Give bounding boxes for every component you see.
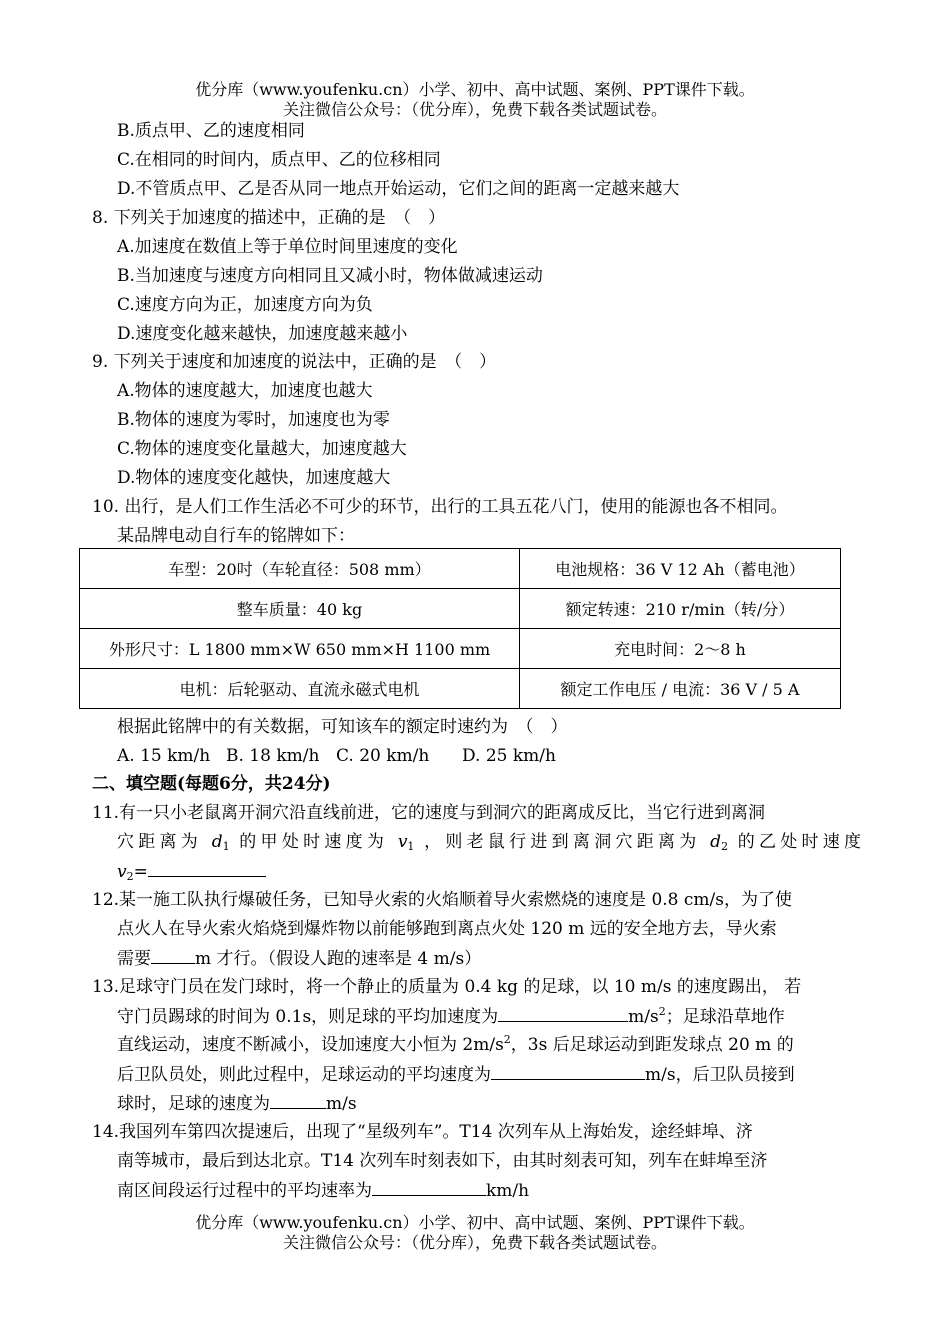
q14-text: 南区间段运行过程中的平均速率为	[117, 1181, 372, 1201]
q8-option-c: C.速度方向为正，加速度方向为负	[117, 295, 373, 315]
q14-line-3	[117, 1177, 529, 1204]
q9-option-a: A.物体的速度越大，加速度也越大	[117, 381, 373, 401]
answer-blank[interactable]	[498, 1003, 628, 1022]
table-cell: 额定转速：210 r/min（转/分）	[520, 589, 841, 629]
q10-option-a: A. 15 km/h	[117, 746, 211, 766]
q13-line-1: 13.足球守门员在发门球时，将一个静止的质量为 0.4 kg 的足球，以 10 m/s 的速度踢出， 若	[92, 977, 802, 997]
answer-blank[interactable]	[491, 1061, 645, 1080]
superscript: 2	[503, 1033, 511, 1046]
q13-text: 后卫队员处，则此过程中，足球运动的平均速度为	[117, 1065, 491, 1085]
q10-stem-line-2: 某品牌电动自行车的铭牌如下：	[117, 526, 355, 546]
q14-line-1: 14.我国列车第四次提速后，出现了“星级列车”。T14 次列车从上海始发，途经蚌埠、济	[92, 1122, 753, 1142]
q7-option-b: B.质点甲、乙的速度相同	[117, 121, 305, 141]
table-cell: 电池规格：36 V 12 Ah（蓄电池）	[520, 549, 841, 589]
q13-text: ，3s 后足球运动到距发球点 20 m 的	[510, 1035, 794, 1055]
section-2-title: 二、填空题(每题6分，共24分)	[92, 774, 331, 794]
table-row	[80, 629, 841, 669]
q10-option-d: D. 25 km/h	[462, 746, 556, 766]
q12-text: 需要	[117, 949, 151, 969]
q13-text: m/s	[326, 1094, 357, 1114]
answer-blank[interactable]	[148, 858, 266, 877]
q13-text: ；足球沿草地作	[665, 1007, 785, 1027]
q13-line-5	[117, 1090, 357, 1117]
q10-question: 根据此铭牌中的有关数据，可知该车的额定时速约为 （ ）	[117, 717, 568, 737]
q9-option-d: D.物体的速度变化越快，加速度越大	[117, 468, 391, 488]
q8-option-d: D.速度变化越来越快，加速度越来越小	[117, 324, 408, 344]
table-cell: 整车质量：40 kg	[80, 589, 520, 629]
answer-blank[interactable]	[151, 945, 195, 964]
q12-text: m 才行。（假设人跑的速率是 4 m/s）	[195, 949, 482, 969]
table-cell: 充电时间：2～8 h	[520, 629, 841, 669]
q9-option-c: C.物体的速度变化量越大，加速度越大	[117, 439, 407, 459]
q12-line-2: 点火人在导火索火焰烧到爆炸物以前能够跑到离点火处 120 m 远的安全地方去，导火索	[117, 919, 777, 939]
table-cell: 外形尺寸：L 1800 mm×W 650 mm×H 1100 mm	[80, 629, 520, 669]
var-v: v	[117, 862, 127, 882]
var-d: d	[710, 832, 722, 852]
q11-text: 的乙处时速度	[737, 832, 862, 852]
table-row	[80, 589, 841, 629]
table-row	[80, 549, 841, 589]
var-d: d	[211, 832, 223, 852]
q11-text: =	[133, 862, 148, 882]
q12-line-3	[117, 945, 481, 972]
table-row	[80, 669, 841, 709]
header-line-1: 优分库（www.youfenku.cn）小学、初中、高中试题、案例、PPT课件下载。	[195, 80, 755, 99]
q8-option-a: A.加速度在数值上等于单位时间里速度的变化	[117, 237, 458, 257]
q13-text: m/s	[628, 1007, 659, 1027]
subscript: 1	[222, 840, 230, 853]
q8-stem: 8. 下列关于加速度的描述中，正确的是 （ ）	[92, 208, 446, 228]
answer-blank[interactable]	[372, 1177, 486, 1196]
q14-text: km/h	[486, 1181, 530, 1201]
subscript: 1	[407, 840, 415, 853]
table-cell: 电机：后轮驱动、直流永磁式电机	[80, 669, 520, 709]
header-line-2: 关注微信公众号：（优分库），免费下载各类试题试卷。	[282, 100, 667, 119]
footer-line-1: 优分库（www.youfenku.cn）小学、初中、高中试题、案例、PPT课件下载。	[195, 1213, 755, 1232]
q11-text: 的甲处时速度为	[239, 832, 389, 852]
q11-text: ，则老鼠行进到离洞穴距离为	[424, 832, 701, 852]
q11-line-3	[117, 858, 266, 885]
q10-option-c: C. 20 km/h	[336, 746, 430, 766]
q11-line-1: 11.有一只小老鼠离开洞穴沿直线前进，它的速度与到洞穴的距离成反比，当它行进到离洞	[92, 803, 766, 823]
table-cell: 额定工作电压 / 电流：36 V / 5 A	[520, 669, 841, 709]
q13-text: 球时，足球的速度为	[117, 1094, 270, 1114]
superscript: 2	[658, 1005, 666, 1018]
subscript: 2	[721, 840, 729, 853]
q7-option-c: C.在相同的时间内，质点甲、乙的位移相同	[117, 150, 441, 170]
q13-line-3	[117, 1032, 794, 1058]
footer-line-2: 关注微信公众号：（优分库），免费下载各类试题试卷。	[282, 1233, 667, 1252]
var-v: v	[397, 832, 408, 852]
q8-option-b: B.当加速度与速度方向相同且又减小时，物体做减速运动	[117, 266, 543, 286]
q11-text: 穴距离为	[117, 832, 203, 852]
q13-text: 守门员踢球的时间为 0.1s，则足球的平均加速度为	[117, 1007, 499, 1027]
q10-option-b: B. 18 km/h	[226, 746, 320, 766]
q13-text: m/s，后卫队员接到	[645, 1065, 795, 1085]
q9-option-b: B.物体的速度为零时，加速度也为零	[117, 410, 390, 430]
subscript: 2	[126, 870, 134, 883]
nameplate-table	[79, 548, 841, 709]
q14-line-2: 南等城市，最后到达北京。T14 次列车时刻表如下，由其时刻表可知，列车在蚌埠至济	[117, 1151, 768, 1171]
q7-option-d: D.不管质点甲、乙是否从同一地点开始运动，它们之间的距离一定越来越大	[117, 179, 680, 199]
q9-stem: 9. 下列关于速度和加速度的说法中，正确的是 （ ）	[92, 352, 497, 372]
q13-line-2	[117, 1003, 785, 1030]
q13-line-4	[117, 1061, 795, 1088]
q11-line-2	[117, 829, 861, 855]
answer-blank[interactable]	[270, 1090, 326, 1109]
q12-line-1: 12.某一施工队执行爆破任务，已知导火索的火焰顺着导火索燃烧的速度是 0.8 cm/s，为了使	[92, 890, 792, 910]
q10-stem-line-1: 10. 出行，是人们工作生活必不可少的环节，出行的工具五花八门，使用的能源也各不相同。	[92, 497, 788, 517]
q13-text: 直线运动，速度不断减小，设加速度大小恒为 2m/s	[117, 1035, 504, 1055]
table-cell: 车型：20吋（车轮直径：508 mm）	[80, 549, 520, 589]
